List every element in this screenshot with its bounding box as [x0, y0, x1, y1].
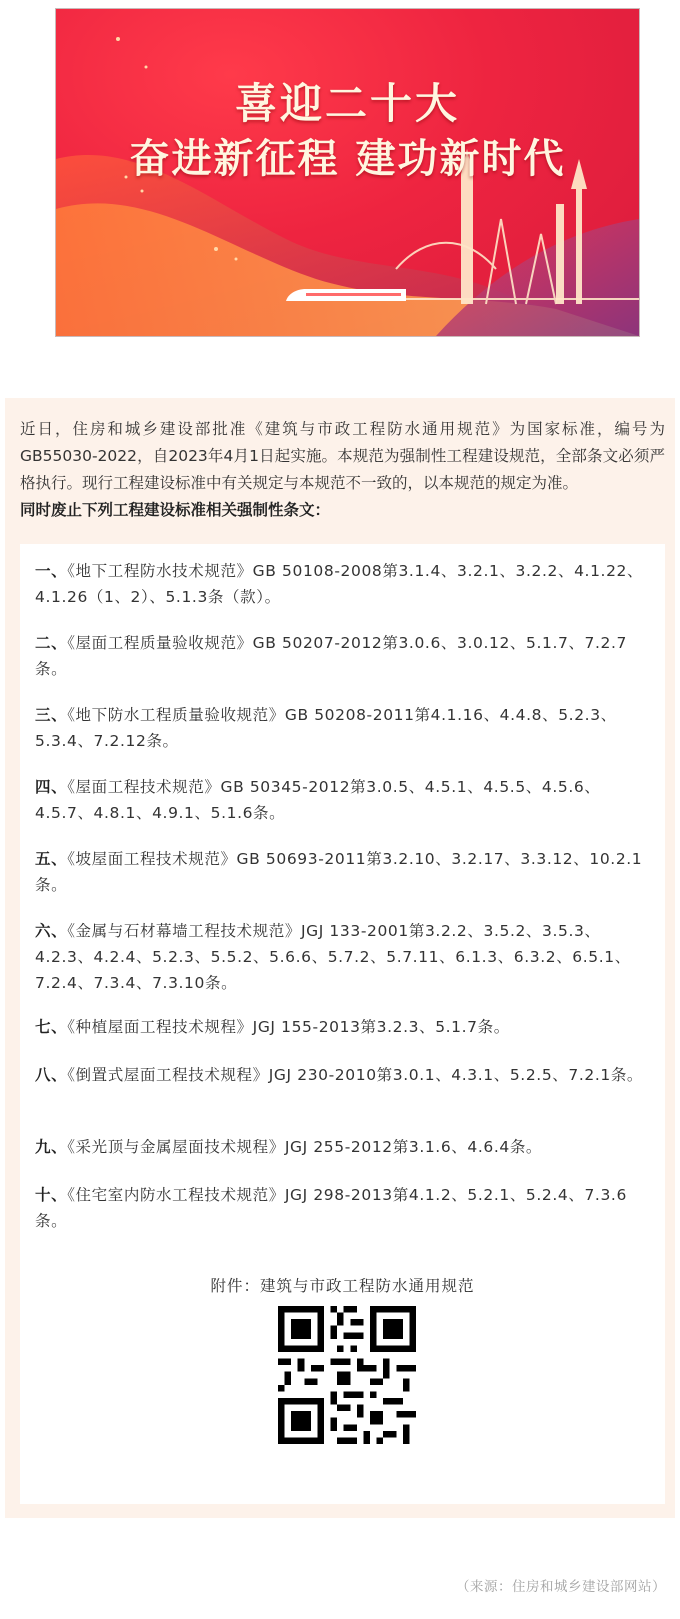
item-number: 八、	[35, 1066, 68, 1084]
list-item	[35, 630, 655, 682]
intro-strong: 同时废止下列工程建设标准相关强制性条文：	[20, 501, 331, 519]
list-item	[35, 918, 655, 996]
item-text: 《采光顶与金属屋面技术规程》JGJ 255-2012第3.1.6、4.6.4条。	[67, 1138, 543, 1156]
item-number: 三、	[35, 706, 68, 724]
list-item	[35, 1014, 655, 1040]
intro-text: 近日，住房和城乡建设部批准《建筑与市政工程防水通用规范》为国家标准，编号为GB55030-2022，自2023年4月1日起实施。本规范为强制性工程建设规范，全部条文必须严格执行。现行工程建设标准中有关规定与本规范不一致的，以本规范的规定为准。	[20, 420, 665, 492]
qr-code[interactable]	[278, 1306, 416, 1444]
banner-title-line1: 喜迎二十大	[234, 79, 460, 128]
item-number: 二、	[35, 634, 68, 652]
source-note: （来源：住房和城乡建设部网站）	[456, 1579, 666, 1595]
list-item	[35, 1182, 655, 1234]
item-number: 四、	[35, 778, 68, 796]
item-number: 六、	[35, 922, 68, 940]
list-item	[35, 774, 655, 826]
article-panel	[5, 398, 675, 1518]
attachment-caption: 附件：建筑与市政工程防水通用规范	[210, 1277, 475, 1295]
item-text: 《地下工程防水技术规范》GB 50108-2008第3.1.4、3.2.1、3.2.2、4.1.22、4.1.26（1、2）、5.1.3条（款）。	[35, 562, 644, 606]
item-number: 十、	[35, 1186, 68, 1204]
item-text: 《住宅室内防水工程技术规范》JGJ 298-2013第4.1.2、5.2.1、5.2.4、7.3.6条。	[35, 1186, 627, 1230]
item-text: 《坡屋面工程技术规范》GB 50693-2011第3.2.10、3.2.17、3.3.12、10.2.1条。	[35, 850, 643, 894]
item-number: 一、	[35, 562, 68, 580]
item-text: 《屋面工程质量验收规范》GB 50207-2012第3.0.6、3.0.12、5.1.7、7.2.7条。	[35, 634, 627, 678]
item-number: 九、	[35, 1138, 68, 1156]
item-text: 《种植屋面工程技术规程》JGJ 155-2013第3.2.3、5.1.7条。	[67, 1018, 510, 1036]
item-text: 《金属与石材幕墙工程技术规范》JGJ 133-2001第3.2.2、3.5.2、3.5.3、4.2.3、4.2.4、5.2.3、5.5.2、5.6.6、5.7.2、5.7.11、6.1.3、6.3.2、6.5.1、7.2.4、7.3.4、7.3.10条。	[35, 922, 631, 992]
intro-paragraph	[20, 416, 665, 524]
item-text: 《倒置式屋面工程技术规程》JGJ 230-2010第3.0.1、4.3.1、5.2.5、7.2.1条。	[67, 1066, 644, 1084]
banner-image	[55, 8, 640, 337]
list-item	[35, 1134, 655, 1160]
list-item	[35, 846, 655, 898]
list-item	[35, 1062, 655, 1088]
item-text: 《地下防水工程质量验收规范》GB 50208-2011第4.1.16、4.4.8、5.2.3、5.3.4、7.2.12条。	[35, 706, 617, 750]
item-text: 《屋面工程技术规范》GB 50345-2012第3.0.5、4.5.1、4.5.5、4.5.6、4.5.7、4.8.1、4.9.1、5.1.6条。	[35, 778, 601, 822]
banner-title-line2: 奋进新征程 建功新时代	[129, 136, 566, 182]
item-number: 五、	[35, 850, 68, 868]
list-item	[35, 702, 655, 754]
item-number: 七、	[35, 1018, 68, 1036]
list-item	[35, 558, 655, 610]
repealed-list-card	[20, 544, 665, 1504]
